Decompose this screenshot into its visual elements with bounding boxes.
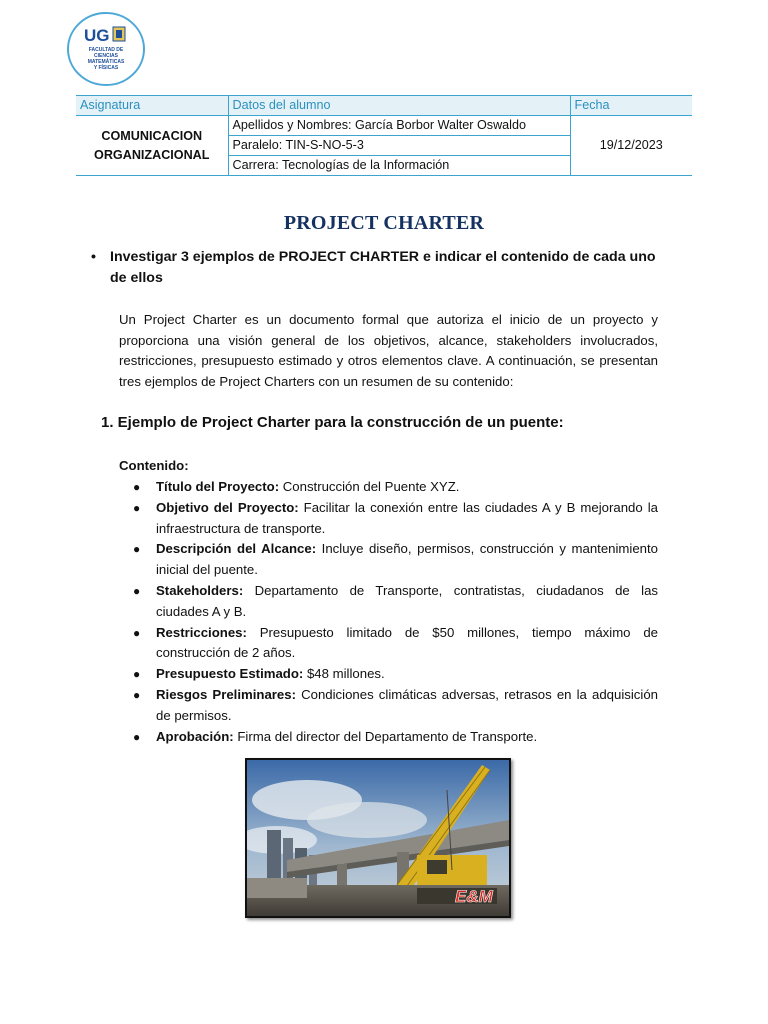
subject-header: Asignatura [76,96,228,116]
list-item: ● Riesgos Preliminares: Condiciones climáticas adversas, retrasos en la adquisición de permisos. [133,686,658,723]
parallel-value: Paralelo: TIN-S-NO-5-3 [228,136,570,156]
svg-text:FACULTAD DE: FACULTAD DE [88,47,124,53]
contents-list [133,477,658,747]
bullet-icon: • [91,249,96,265]
bullet-icon: ● [133,583,141,598]
task-bullet: • Investigar 3 ejemplos de PROJECT CHARTER e indicar el contenido de cada uno de ellos [91,249,656,286]
date-header: Fecha [570,96,692,116]
subject-value: COMUNICACION ORGANIZACIONAL [76,116,228,176]
svg-text:UG: UG [84,26,110,45]
svg-text:Y FÍSICAS: Y FÍSICAS [93,65,119,71]
bullet-icon: ● [133,480,141,494]
student-data-header: Datos del alumno [228,96,570,116]
document-title: PROJECT CHARTER [283,212,485,234]
student-name: Apellidos y Nombres: García Borbor Walter Oswaldo [228,116,570,136]
career-value: Carrera: Tecnologías de la Información [228,156,570,176]
bullet-icon: ● [133,687,141,702]
list-item: ● Objetivo del Proyecto: Facilitar la conexión entre las ciudades A y B mejorando la infraestructura de transporte. [133,499,658,536]
bullet-icon: ● [133,500,141,515]
university-logo [66,11,146,87]
list-item: ● Descripción del Alcance: Incluye diseño, permisos, construcción y mantenimiento inicial del puente. [133,541,658,578]
list-item: ● Aprobación: Firma del director del Departamento de Transporte. [133,727,658,748]
section-heading: 1. Ejemplo de Project Charter para la construcción de un puente: [101,414,564,431]
svg-text:CIENCIAS: CIENCIAS [94,53,118,59]
list-item: ● Stakeholders: Departamento de Transporte, contratistas, ciudadanos de las ciudades A y B. [133,582,658,619]
list-item: ● Título del Proyecto: Construcción del Puente XYZ. [133,477,658,498]
svg-text:MATEMÁTICAS: MATEMÁTICAS [87,59,125,65]
list-item: ● Presupuesto Estimado: $48 millones. [133,664,658,685]
bullet-icon: ● [133,625,141,640]
student-info-table [76,95,692,176]
bullet-icon: ● [133,729,141,744]
list-item: ● Restricciones: Presupuesto limitado de $50 millones, tiempo máximo de construcción de 2 años. [133,624,658,661]
intro-paragraph: Un Project Charter es un documento formal que autoriza el inicio de un proyecto y proporciona una visión general de los objetivos, alcance, stakeholders involucrados, restricciones, presupuesto estimado y otros elementos clave. A continuación, se presentan tres ejemplos de Project Charters con un resumen de su contenido: [119,312,658,390]
bullet-icon: ● [133,667,141,682]
bridge-construction-photo [245,758,511,918]
contenido-label: Contenido: [119,458,189,473]
photo-brand-logo: E&M [455,887,493,906]
date-value: 19/12/2023 [570,116,692,176]
bullet-icon: ● [133,542,141,557]
